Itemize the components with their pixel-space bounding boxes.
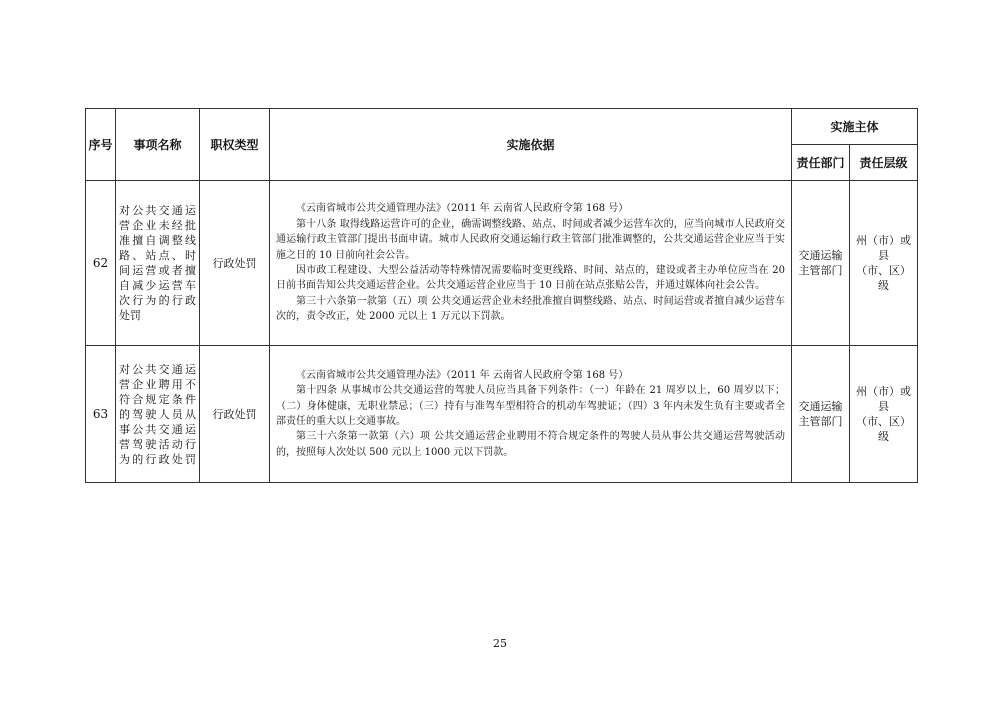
header-item-name: 事项名称: [116, 109, 200, 181]
page-number: 25: [493, 637, 507, 650]
row-basis: [270, 346, 792, 483]
row-dept: [792, 346, 850, 483]
row-seq: 63: [86, 346, 116, 483]
name-line: 为的行政处罚: [119, 452, 196, 466]
basis-paragraph: 第三十六条第一款第（六）项 公共交通运营企业聘用不符合规定条件的驾驶人员从事公共交通运营驾驶活动的，按照每人次处以 500 元以上 1000 元以下罚款。: [276, 431, 785, 458]
header-basis: 实施依据: [270, 109, 792, 181]
dept-line: 主管部门: [798, 415, 843, 428]
row-power-type: 行政处罚: [200, 346, 270, 483]
name-line: 营企业聘用不: [119, 377, 196, 391]
name-line: 对公共交通运: [119, 362, 196, 376]
row-item-name: [116, 181, 200, 346]
row-basis: [270, 181, 792, 346]
row-power-type: 行政处罚: [200, 181, 270, 346]
level-line: 州（市）或县: [856, 234, 911, 262]
header-seq: 序号: [86, 109, 116, 181]
table-row: [86, 346, 918, 483]
name-line: 营企业未经批: [119, 219, 196, 232]
row-level: [850, 346, 918, 483]
row-seq: 62: [86, 181, 116, 346]
dept-line: 主管部门: [798, 264, 843, 277]
level-line: （市、区）级: [856, 415, 911, 443]
enforcement-table: [85, 108, 918, 483]
name-line: 的驾驶人员从: [119, 407, 196, 421]
dept-line: 交通运输: [798, 249, 843, 262]
header-dept: 责任部门: [792, 145, 850, 181]
name-line: 营驾驶活动行: [119, 437, 196, 451]
header-level: 责任层级: [850, 145, 918, 181]
basis-paragraph: 第三十六条第一款第（五）项 公共交通运营企业未经批准擅自调整线路、站点、时间运营或者擅自减少运营车次的，责令改正，处 2000 元以上 1 万元以下罚款。: [276, 295, 785, 323]
header-power-type: 职权类型: [200, 109, 270, 181]
basis-paragraph: 因市政工程建设、大型公益活动等特殊情况需要临时变更线路、时间、站点的，建设或者主办单位应当在 20 日前书面告知公共交通运营企业。公共交通运营企业应当于 10 日前在站点张贴公告，并通过媒体向社会公告。: [276, 265, 785, 292]
basis-paragraph: 第十八条 取得线路运营许可的企业，确需调整线路、站点、时间或者减少运营车次的，应当向城市人民政府交通运输行政主管部门提出书面申请。城市人民政府交通运输行政主管部门批准调整的，公共交通运营企业应当于实施之日的 10 日前向社会公告。: [276, 218, 785, 261]
dept-line: 交通运输: [798, 400, 843, 413]
basis-paragraph: 第十四条 从事城市公共交通运营的驾驶人员应当具备下列条件：（一）年龄在 21 周岁以上，60 周岁以下；（二）身体健康，无职业禁忌；（三）持有与准驾车型相符合的机动车驾驶证；（四）3 年内未发生负有主要或者全部责任的重大以上交通事故。: [276, 385, 785, 427]
name-line: 事公共交通运: [119, 422, 196, 436]
row-level: [850, 181, 918, 346]
basis-paragraph: 《云南省城市公共交通管理办法》（2011 年 云南省人民政府令第 168 号）: [296, 369, 629, 381]
name-line: 路、站点、时: [119, 249, 196, 262]
name-line: 自减少运营车: [119, 279, 196, 292]
name-line: 间运营或者擅: [119, 264, 196, 277]
name-line: 次行为的行政: [119, 294, 196, 307]
name-line: 准擅自调整线: [119, 234, 196, 247]
level-line: （市、区）级: [856, 264, 911, 292]
row-item-name: [116, 346, 200, 483]
name-line: 对公共交通运: [119, 204, 196, 217]
header-subject: 实施主体: [792, 109, 918, 145]
name-line: 处罚: [119, 309, 141, 322]
basis-paragraph: 《云南省城市公共交通管理办法》（2011 年 云南省人民政府令第 168 号）: [296, 203, 629, 215]
row-dept: [792, 181, 850, 346]
name-line: 符合规定条件: [119, 392, 196, 406]
table-row: [86, 181, 918, 346]
level-line: 州（市）或县: [856, 385, 911, 413]
